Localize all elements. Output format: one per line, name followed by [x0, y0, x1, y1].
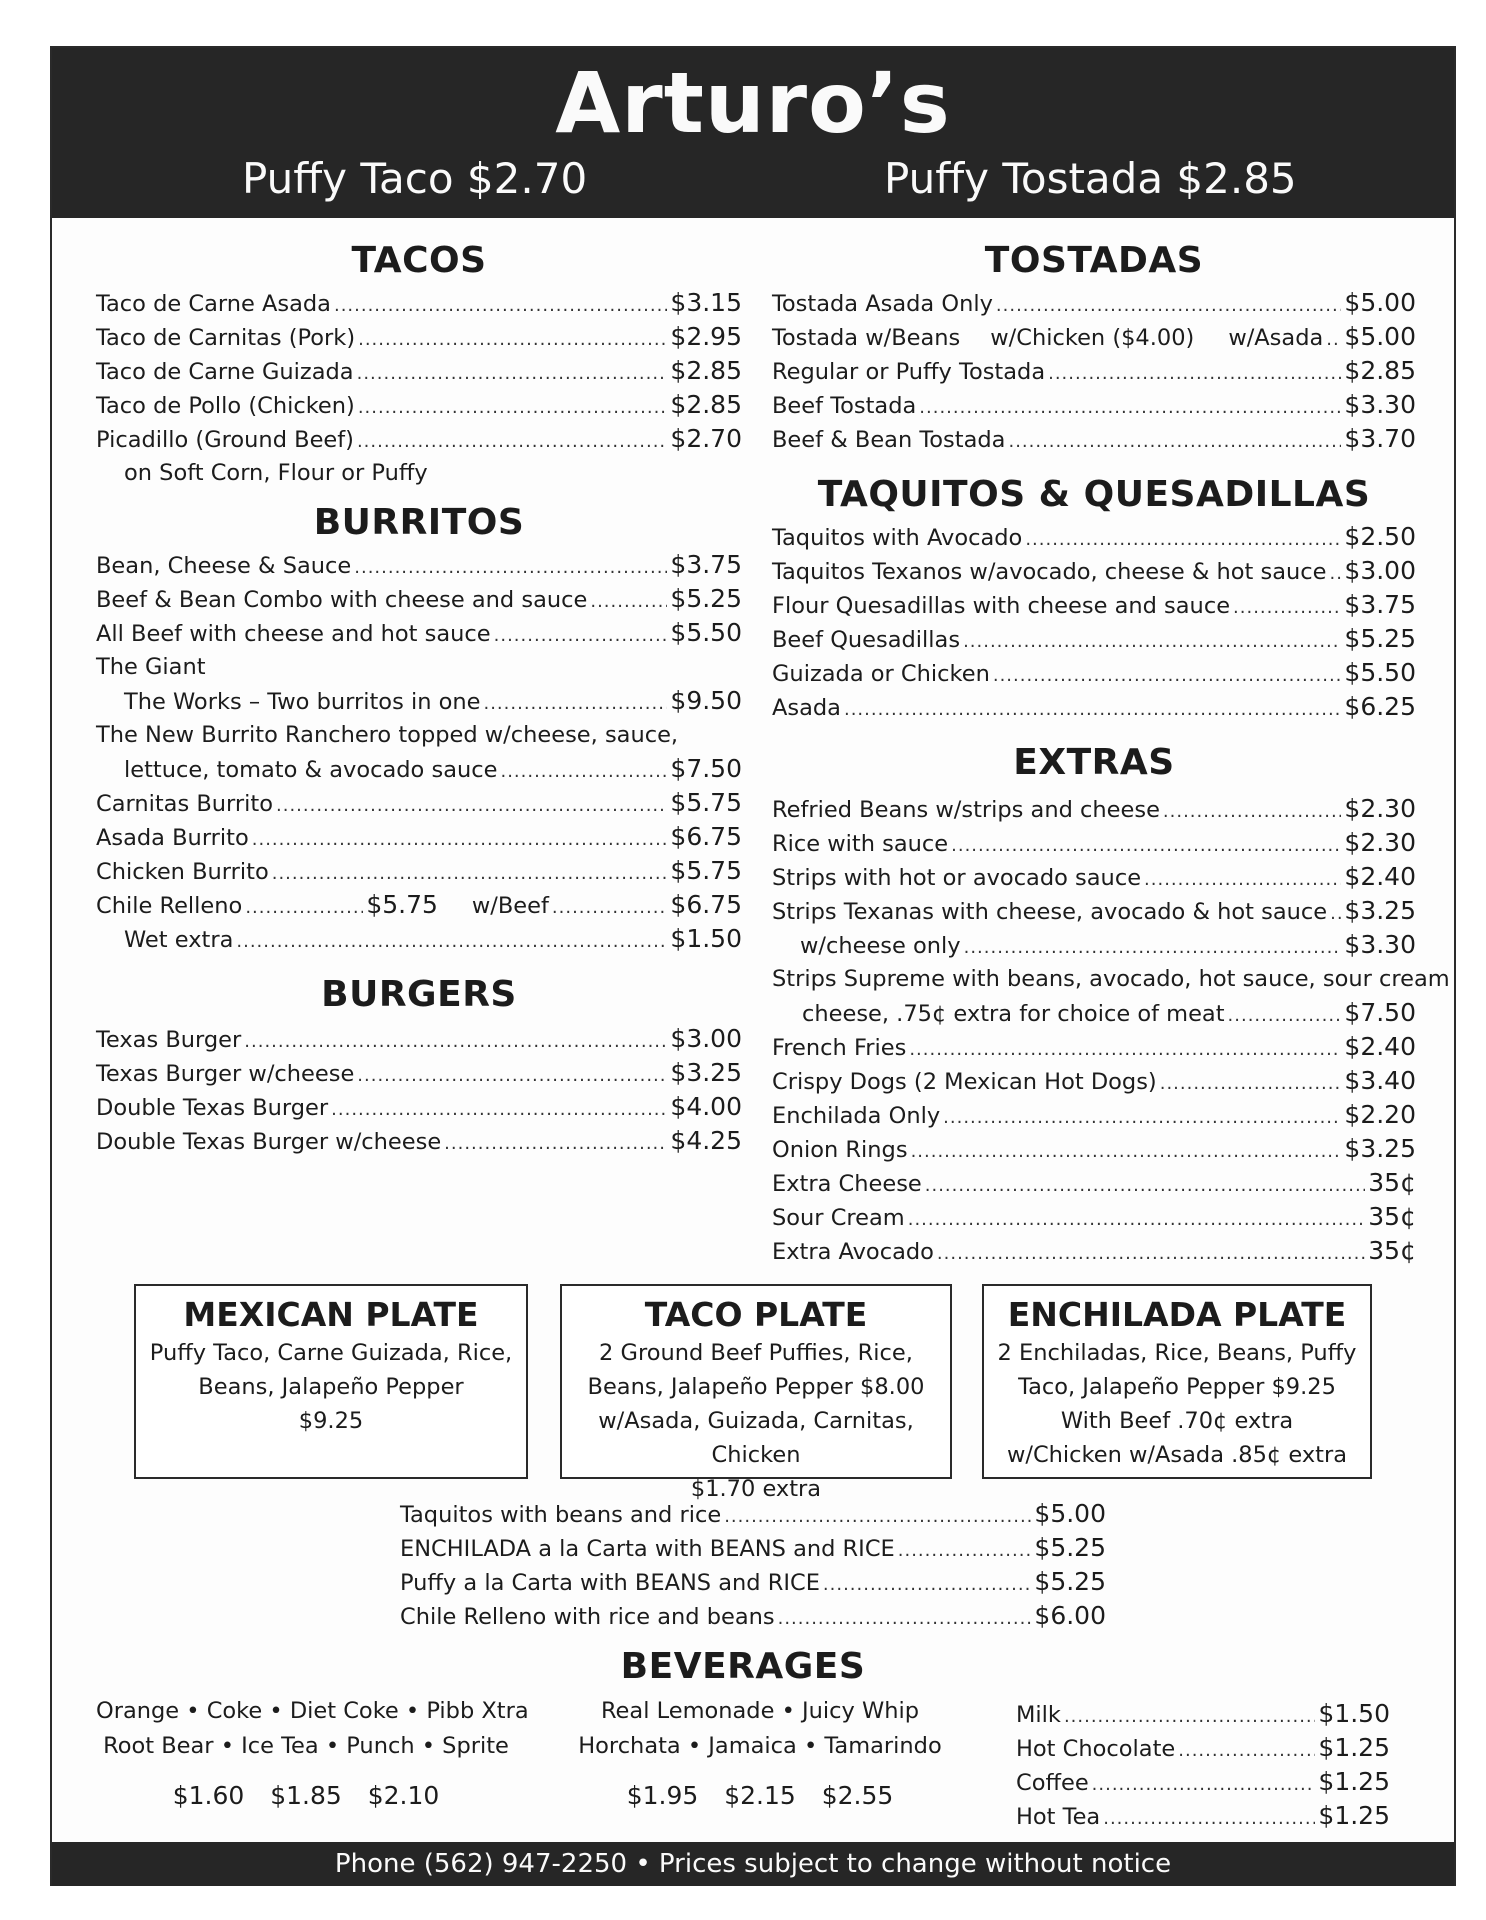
menu-item: French Fries ..... $2.40: [772, 1030, 1416, 1064]
menu-item: All Beef with cheese and hot sauce ..... $5.50: [96, 616, 742, 650]
plate-line: 2 Enchiladas, Rice, Beans, Puffy: [997, 1340, 1357, 1366]
menu-item: Asada Burrito ..... $6.75: [96, 820, 742, 854]
beverages-hot-list: [1016, 1697, 1390, 1833]
menu-item: Strips with hot or avocado sauce ..... $2.40: [772, 860, 1416, 894]
footer-bar: Phone (562) 947-2250 • Prices subject to change without notice: [52, 1842, 1454, 1886]
menu-item: Beef & Bean Tostada ..... $3.70: [772, 422, 1416, 456]
menu-item: Bean, Cheese & Sauce ..... $3.75: [96, 548, 742, 582]
menu-item: Double Texas Burger w/cheese ..... $4.25: [96, 1124, 742, 1158]
restaurant-name: Arturo’s: [555, 54, 951, 152]
menu-item: Onion Rings ..... $3.25: [772, 1132, 1416, 1166]
menu-item: Taco de Pollo (Chicken) ..... $2.85: [96, 388, 742, 422]
menu-item: Chicken Burrito ..... $5.75: [96, 854, 742, 888]
menu-item: Tostada Asada Only ..... $5.00: [772, 286, 1416, 320]
beverage-prices: $1.60 $1.85 $2.10: [172, 1781, 440, 1810]
menu-item: Double Texas Burger ..... $4.00: [96, 1090, 742, 1124]
menu-item: w/cheese only ..... $3.30: [772, 928, 1416, 962]
section-title-extras: EXTRAS: [1013, 742, 1175, 783]
beverage-line: Orange • Coke • Diet Coke • Pibb Xtra: [96, 1698, 529, 1724]
beverages-aguas: [570, 1694, 950, 1813]
taquitos-list: [772, 520, 1416, 724]
promo-puffy-tostada: Puffy Tostada $2.85: [884, 154, 1297, 203]
menu-item: Extra Avocado ..... 35¢: [772, 1234, 1416, 1268]
left-column: [96, 240, 742, 1158]
giant-title: The Giant: [96, 654, 206, 680]
menu-item: ENCHILADA a la Carta with BEANS and RICE ..... $5.25: [400, 1531, 1106, 1565]
menu-item: Taquitos Texanos w/avocado, cheese & hot sauce ..... $3.00: [772, 554, 1416, 588]
plate-title: MEXICAN PLATE: [183, 1295, 479, 1334]
menu-header: [52, 48, 1454, 218]
tacos-note: on Soft Corn, Flour or Puffy: [124, 460, 428, 486]
menu-item: lettuce, tomato & avocado sauce ..... $7.50: [96, 752, 742, 786]
promo-puffy-taco: Puffy Taco $2.70: [242, 154, 588, 203]
menu-item: Chile Relleno ..... $5.75 w/Beef ..... $6.75: [96, 888, 742, 922]
menu-item: Taco de Carne Guizada ..... $2.85: [96, 354, 742, 388]
menu-item: Guizada or Chicken ..... $5.50: [772, 656, 1416, 690]
plate-line: $1.70 extra: [690, 1476, 822, 1502]
menu-item: cheese, .75¢ extra for choice of meat ..... $7.50: [772, 996, 1416, 1030]
combos-list: [400, 1497, 1106, 1633]
section-title-tostadas: TOSTADAS: [984, 240, 1204, 281]
menu-item: Texas Burger w/cheese ..... $3.25: [96, 1056, 742, 1090]
menu-item: Beef & Bean Combo with cheese and sauce ..... $5.25: [96, 582, 742, 616]
beverage-line: Real Lemonade • Juicy Whip: [600, 1698, 920, 1724]
menu-item: Taquitos with beans and rice ..... $5.00: [400, 1497, 1106, 1531]
section-title-burritos: BURRITOS: [313, 502, 525, 543]
plate-line: w/Asada, Guizada, Carnitas, Chicken: [598, 1408, 914, 1468]
menu-item: Wet extra ..... $1.50: [96, 922, 742, 956]
plate-line: Taco, Jalapeño Pepper $9.25: [1018, 1374, 1336, 1400]
menu-item: Rice with sauce ..... $2.30: [772, 826, 1416, 860]
plate-title: ENCHILADA PLATE: [1007, 1295, 1347, 1334]
menu-item: Chile Relleno with rice and beans ..... $6.00: [400, 1599, 1106, 1633]
menu-item: Puffy a la Carta with BEANS and RICE ..... $5.25: [400, 1565, 1106, 1599]
plate-line: Beans, Jalapeño Pepper: [198, 1374, 464, 1400]
plate-taco: [560, 1284, 952, 1502]
menu-item: Taco de Carnitas (Pork) ..... $2.95: [96, 320, 742, 354]
menu-item: Hot Tea ..... $1.25: [1016, 1799, 1390, 1833]
beverage-line: Root Bear • Ice Tea • Punch • Sprite: [103, 1733, 509, 1759]
menu-item: Beef Quesadillas ..... $5.25: [772, 622, 1416, 656]
right-column: [772, 240, 1450, 1268]
menu-item: Taco de Carne Asada ..... $3.15: [96, 286, 742, 320]
menu-item: Picadillo (Ground Beef) ..... $2.70: [96, 422, 742, 456]
tostadas-list: [772, 286, 1416, 456]
menu-item: Beef Tostada ..... $3.30: [772, 388, 1416, 422]
menu-item: Strips Texanas with cheese, avocado & hot sauce ..... $3.25: [772, 894, 1416, 928]
menu-item: Asada ..... $6.25: [772, 690, 1416, 724]
supreme-description: Strips Supreme with beans, avocado, hot sauce, sour cream: [772, 966, 1450, 992]
plate-price: $9.25: [298, 1408, 364, 1434]
plate-title: TACO PLATE: [644, 1295, 868, 1334]
plate-line: 2 Ground Beef Puffies, Rice,: [599, 1340, 913, 1366]
beverage-line: Horchata • Jamaica • Tamarindo: [578, 1733, 942, 1759]
plate-line: w/Chicken w/Asada .85¢ extra: [1006, 1442, 1348, 1468]
ranchero-description: The New Burrito Ranchero topped w/cheese, sauce,: [96, 722, 679, 748]
burritos-list: [96, 548, 742, 956]
section-title-beverages: BEVERAGES: [620, 1646, 866, 1687]
plate-mexican: [134, 1284, 528, 1479]
plate-line: Beans, Jalapeño Pepper $8.00: [587, 1374, 925, 1400]
section-title-taquitos: TAQUITOS & QUESADILLAS: [817, 474, 1371, 515]
menu-item: Flour Quesadillas with cheese and sauce ..... $3.75: [772, 588, 1416, 622]
burgers-list: [96, 1022, 742, 1158]
plate-line: Puffy Taco, Carne Guizada, Rice,: [149, 1340, 513, 1366]
menu-item: Taquitos with Avocado ..... $2.50: [772, 520, 1416, 554]
section-title-tacos: TACOS: [351, 240, 487, 281]
menu-item: Refried Beans w/strips and cheese ..... $2.30: [772, 792, 1416, 826]
menu-item: Regular or Puffy Tostada ..... $2.85: [772, 354, 1416, 388]
menu-item: Milk ..... $1.50: [1016, 1697, 1390, 1731]
beverage-prices: $1.95 $2.15 $2.55: [626, 1781, 894, 1810]
menu-item: Coffee ..... $1.25: [1016, 1765, 1390, 1799]
section-title-burgers: BURGERS: [321, 974, 517, 1015]
menu-item: Enchilada Only ..... $2.20: [772, 1098, 1416, 1132]
menu-item: Crispy Dogs (2 Mexican Hot Dogs) ..... $3.40: [772, 1064, 1416, 1098]
menu-item: Hot Chocolate ..... $1.25: [1016, 1731, 1390, 1765]
extras-list: [772, 792, 1450, 1268]
menu-item: Tostada w/Beans w/Chicken ($4.00) w/Asada ..... $5.00: [772, 320, 1416, 354]
plate-enchilada: [982, 1284, 1372, 1479]
menu-item: Sour Cream ..... 35¢: [772, 1200, 1416, 1234]
plate-line: With Beef .70¢ extra: [1060, 1408, 1294, 1434]
menu-item: Extra Cheese ..... 35¢: [772, 1166, 1416, 1200]
menu-item: The Works – Two burritos in one ..... $9.50: [96, 684, 742, 718]
beverages-sodas: [96, 1694, 529, 1813]
menu-item: Texas Burger ..... $3.00: [96, 1022, 742, 1056]
tacos-list: [96, 286, 742, 490]
menu-item: Carnitas Burrito ..... $5.75: [96, 786, 742, 820]
